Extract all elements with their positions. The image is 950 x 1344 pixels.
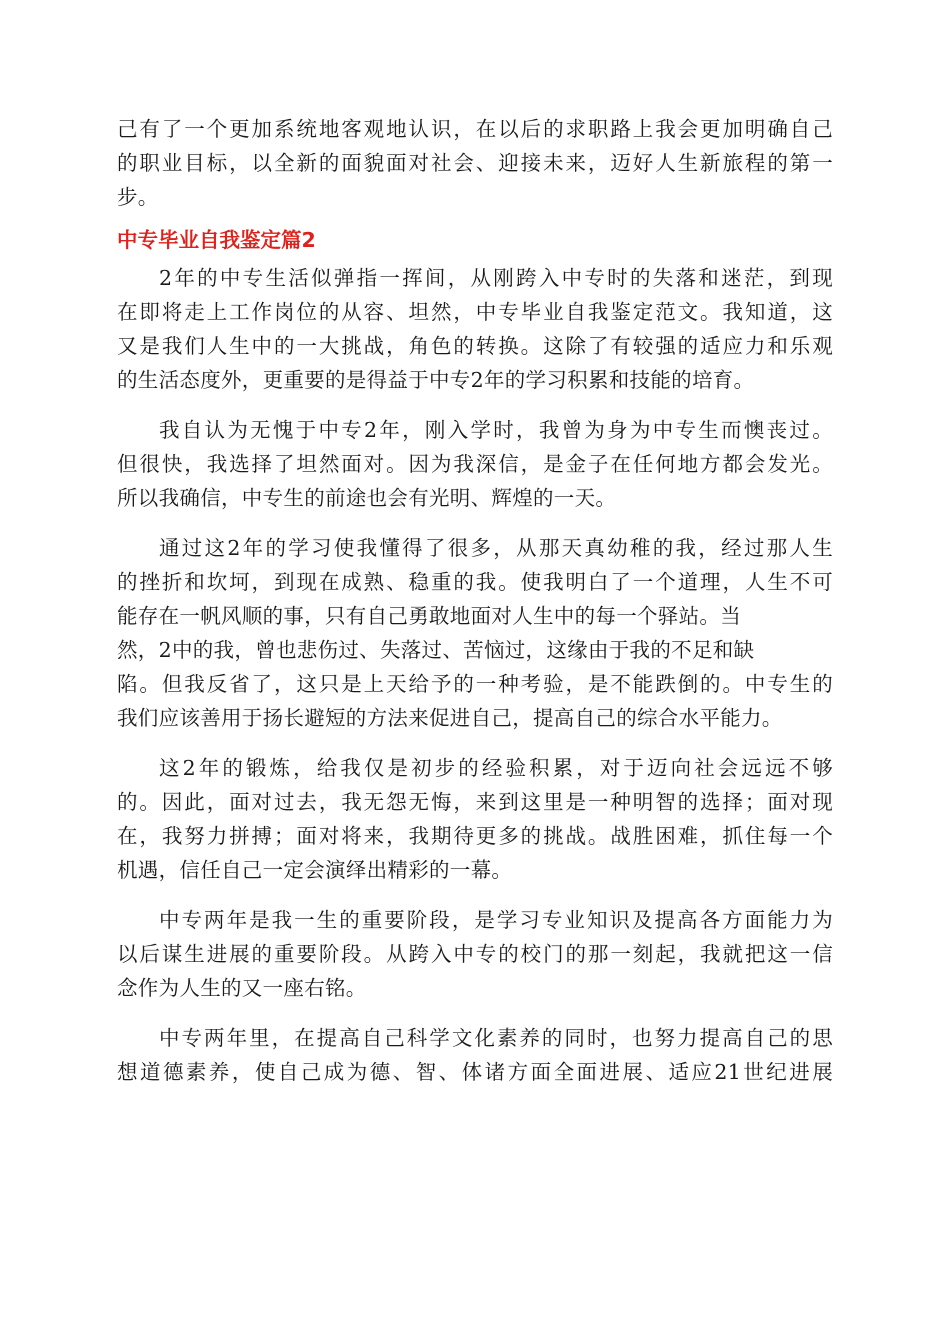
text-line: 在即将走上工作岗位的从容、坦然，中专毕业自我鉴定范文。我知道，这 [117,300,833,324]
text-line: 的生活态度外，更重要的是得益于中专2年的学习积累和技能的培育。 [117,368,755,392]
text-line: 想道德素养，使自己成为德、智、体诸方面全面进展、适应21世纪进展 [117,1060,833,1084]
body-paragraph-2 [117,413,833,515]
text-line: 又是我们人生中的一大挑战，角色的转换。这除了有较强的适应力和乐观 [117,334,833,358]
text-line: 在，我努力拼搏；面对将来，我期待更多的挑战。战胜困难，抓住每一个 [117,824,833,848]
text-line: 机遇，信任自己一定会演绎出精彩的一幕。 [117,858,513,882]
text-line: 能存在一帆风顺的事，只有自己勇敢地面对人生中的每一个驿站。当 [117,604,741,628]
document-page [117,112,833,1105]
text-line: 然，2中的我，曾也悲伤过、失落过、苦恼过，这缘由于我的不足和缺 [117,638,755,662]
intro-paragraph [117,112,833,214]
text-line: 己有了一个更加系统地客观地认识，在以后的求职路上我会更加明确自己 [117,117,833,141]
section-title: 中专毕业自我鉴定篇2 [117,228,316,252]
body-paragraph-3 [117,531,833,735]
body-paragraph-4 [117,751,833,887]
text-line: 的职业目标，以全新的面貌面对社会、迎接未来，迈好人生新旅程的第一 [117,151,833,175]
text-line: 我自认为无愧于中专2年，刚入学时，我曾为身为中专生而懊丧过。 [159,418,833,442]
text-line: 中专两年里，在提高自己科学文化素养的同时，也努力提高自己的思 [159,1026,833,1050]
body-paragraph-5 [117,903,833,1005]
text-line: 所以我确信，中专生的前途也会有光明、辉煌的一天。 [117,486,617,510]
text-line: 以后谋生进展的重要阶段。从跨入中专的校门的那一刻起，我就把这一信 [117,942,833,966]
text-line: 的挫折和坎坷，到现在成熟、稳重的我。使我明白了一个道理，人生不可 [117,570,833,594]
body-paragraph-1 [117,261,833,397]
text-line: 步。 [117,185,159,209]
text-line: 我们应该善用于扬长避短的方法来促进自己，提高自己的综合水平能力。 [117,706,783,730]
text-line: 中专两年是我一生的重要阶段，是学习专业知识及提高各方面能力为 [159,908,833,932]
text-line: 通过这2年的学习使我懂得了很多，从那天真幼稚的我，经过那人生 [159,536,833,560]
text-line: 陷。但我反省了，这只是上天给予的一种考验，是不能跌倒的。中专生的 [117,672,833,696]
text-line: 的。因此，面对过去，我无怨无悔，来到这里是一种明智的选择；面对现 [117,790,833,814]
text-line: 但很快，我选择了坦然面对。因为我深信，是金子在任何地方都会发光。 [117,452,833,476]
text-line: 这2年的锻炼，给我仅是初步的经验积累，对于迈向社会远远不够 [159,756,833,780]
text-line: 2年的中专生活似弹指一挥间，从刚跨入中专时的失落和迷茫，到现 [159,266,833,290]
body-paragraph-6 [117,1021,833,1089]
text-line: 念作为人生的又一座右铭。 [117,976,367,1000]
